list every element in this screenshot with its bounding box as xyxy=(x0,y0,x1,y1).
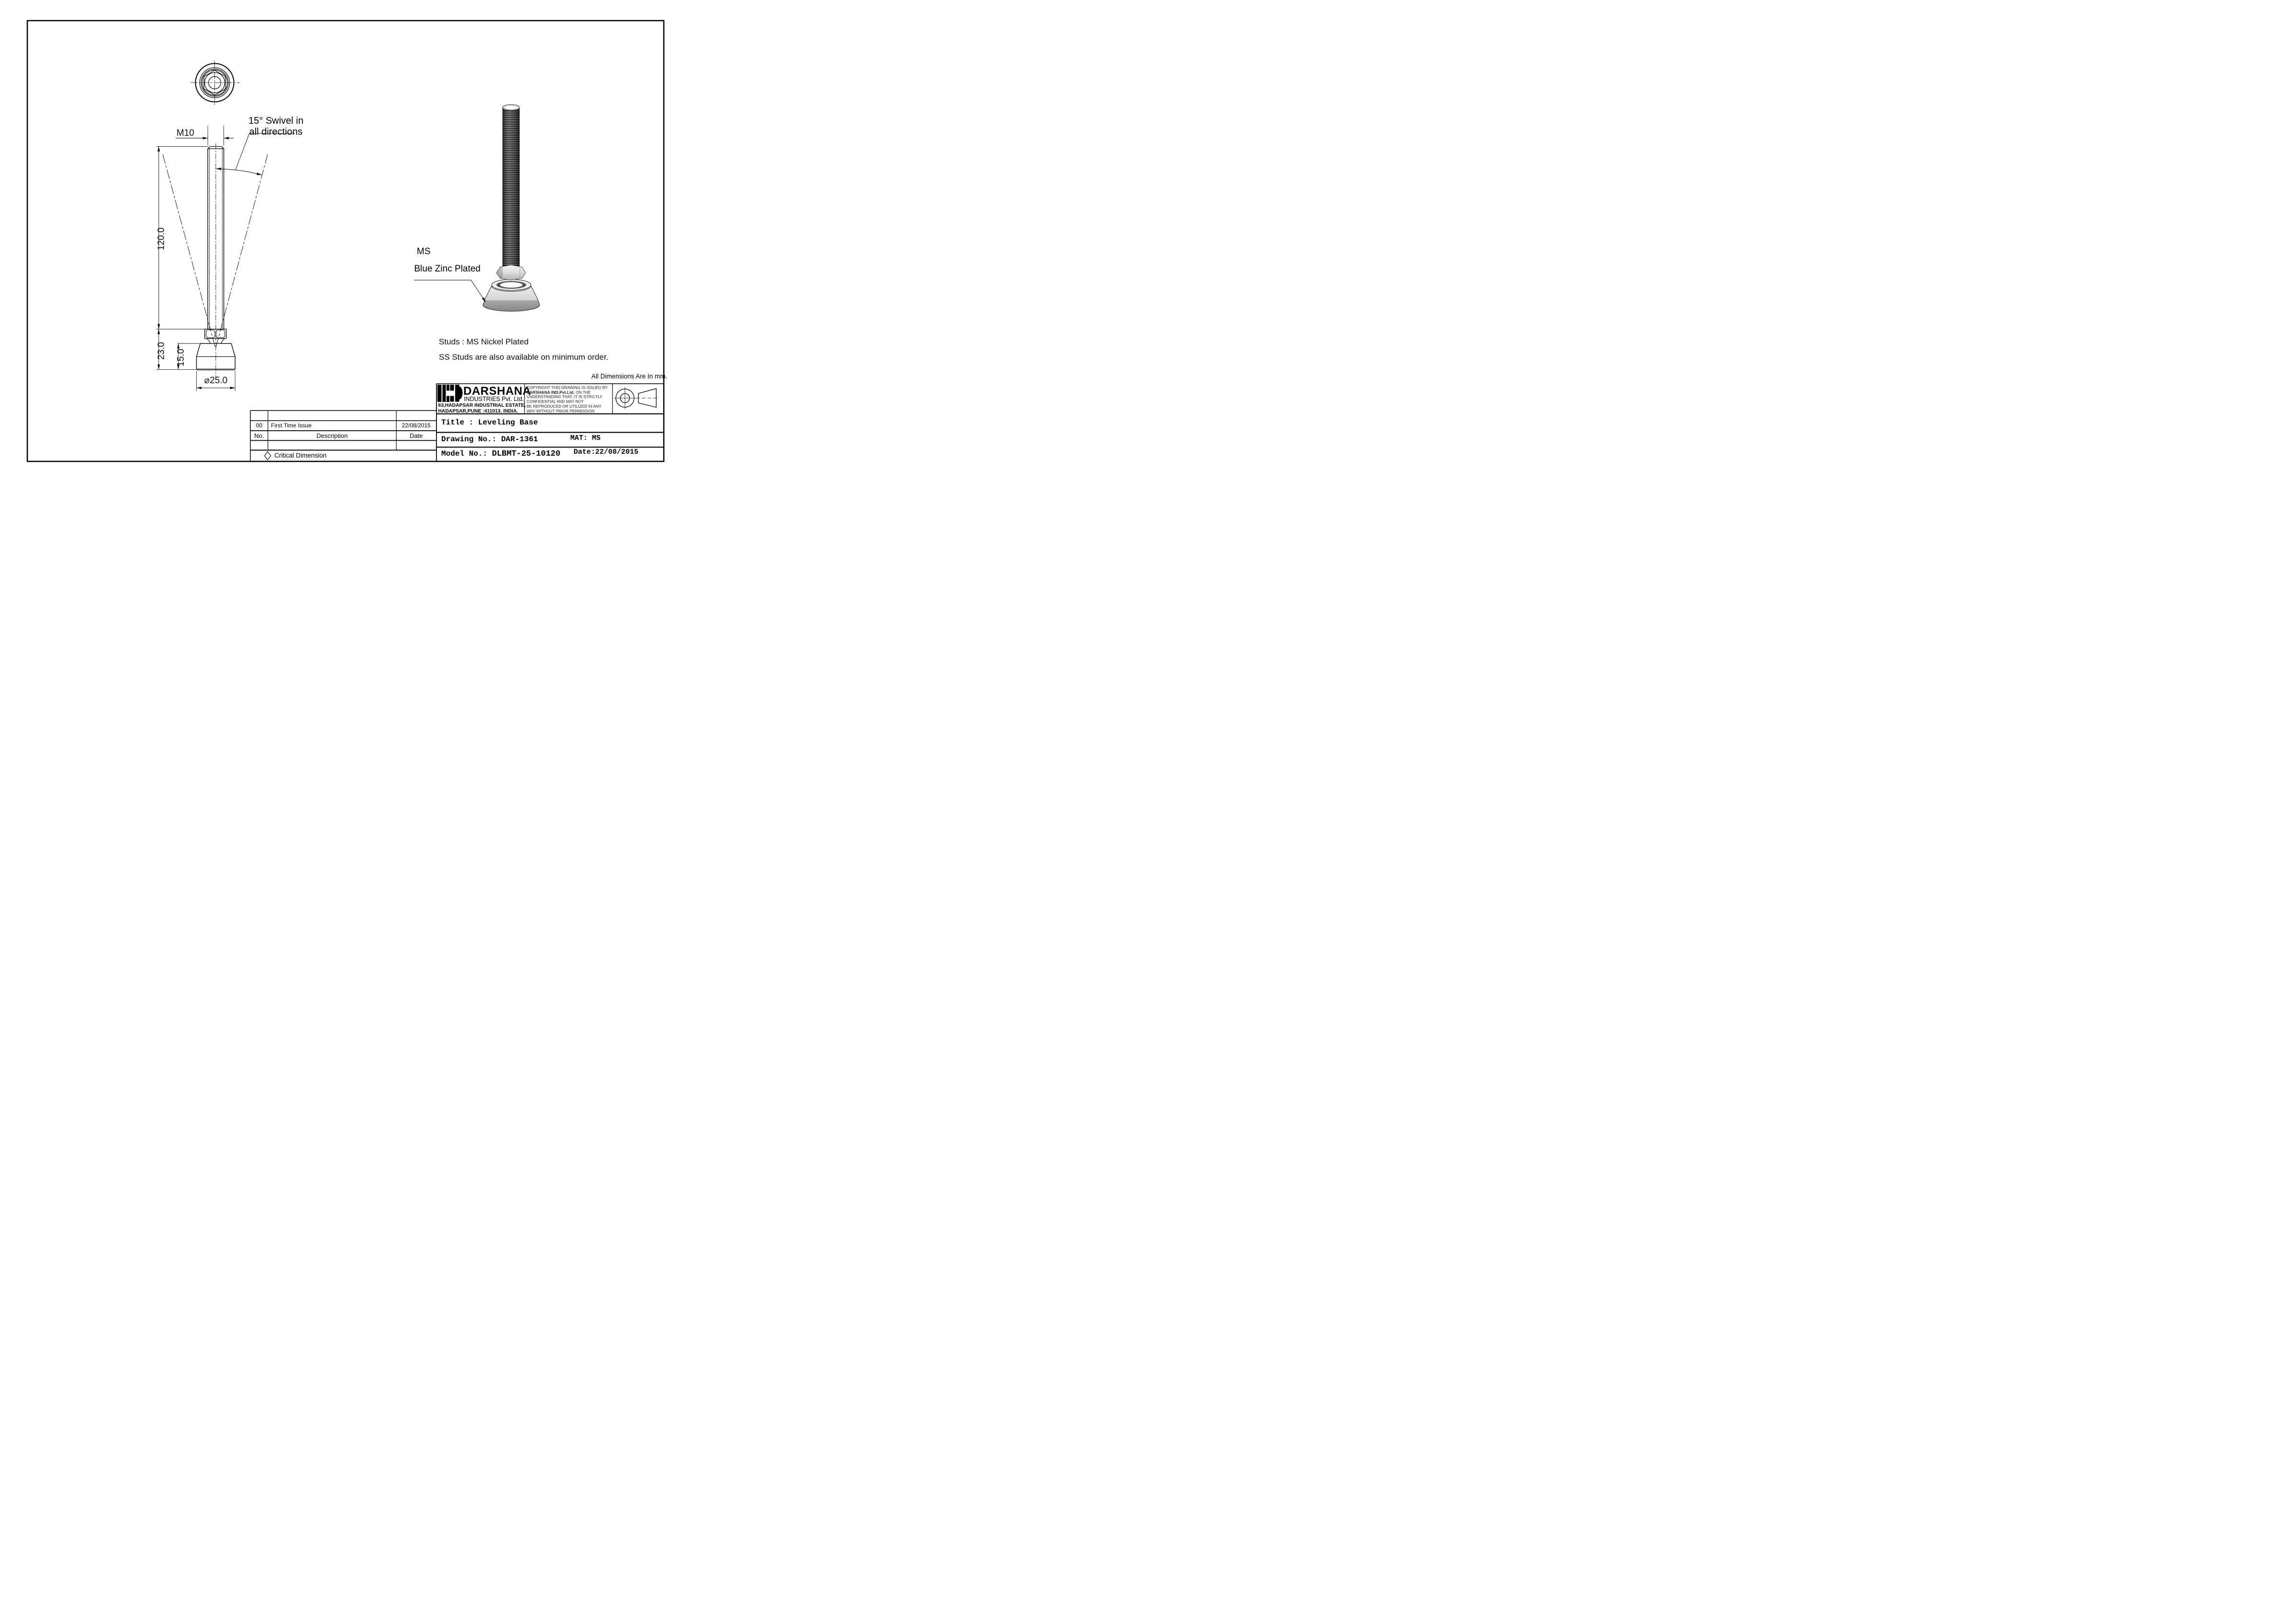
rev-row-date: 22/08/2015 xyxy=(401,422,431,429)
dim-label-dia25: ⌀25.0 xyxy=(204,376,228,386)
date-field: Date:22/08/2015 xyxy=(574,448,639,456)
rev-header-date: Date xyxy=(410,432,423,439)
dim-label-120: 120.0 xyxy=(156,227,166,250)
company-logo xyxy=(437,385,462,402)
company-type: INDUSTRIES Pvt. Ltd. xyxy=(464,396,524,402)
rev-header-description: Description xyxy=(316,432,348,439)
copyright-line3: UNDERSTANDING THAT, IT IS STRICTLY xyxy=(527,394,602,400)
third-angle-projection-icon xyxy=(614,387,658,409)
drawing-sheet xyxy=(0,0,691,482)
copyright-line5: BE REPRODUCED OR UTILIZED IN ANY xyxy=(527,403,601,409)
title-block-title: Title : Leveling Base xyxy=(441,418,538,427)
company-address1: 63,HADAPSAR INDUSTRIAL ESTATE, xyxy=(438,403,526,408)
copyright-text xyxy=(527,386,611,413)
material-label-line2: Blue Zinc Plated xyxy=(414,264,481,274)
critical-dimension-label: Critical Dimension xyxy=(274,452,327,459)
company-address2: HADAPSAR,PUNE :411013. INDIA. xyxy=(438,408,518,414)
critical-dimension-icon xyxy=(265,452,271,460)
note-units: All Dimensions Are In mm. xyxy=(591,373,668,380)
dim-label-m10: M10 xyxy=(177,128,194,138)
swivel-note-line2: all directions xyxy=(249,127,303,137)
dim-label-15: 15.0 xyxy=(176,349,186,366)
note-ss-studs: SS Studs are also available on minimum order. xyxy=(439,353,609,362)
copyright-line1: COPYRIGHT THIS DRAWING IS ISSUED BY xyxy=(527,385,608,390)
model-no: Model No.: DLBMT-25-10120 xyxy=(441,449,561,459)
copyright-line2: DARSHANA IND.Pvt.Ltd. ON THE xyxy=(527,389,591,395)
rev-row-no: 00 xyxy=(256,422,262,429)
drawing-no: Drawing No.: DAR-1361 xyxy=(441,435,538,444)
copyright-line4: CONFIDENTIAL AND MAY NOT xyxy=(527,399,584,404)
swivel-envelope-right xyxy=(215,154,268,349)
material-label-line1: MS xyxy=(417,247,431,257)
copyright-bold: DARSHANA IND.Pvt.Ltd. xyxy=(527,389,575,395)
swivel-arc xyxy=(216,133,294,175)
swivel-note-line1: 15° Swivel in xyxy=(248,116,304,126)
swivel-leader xyxy=(235,133,249,170)
company-name: DARSHANA xyxy=(463,385,531,398)
material-leader xyxy=(414,280,486,303)
material-field: MAT: MS xyxy=(570,434,601,442)
iso-view xyxy=(414,105,543,313)
front-nut xyxy=(205,329,226,339)
rev-header-no: No. xyxy=(254,432,264,439)
top-view xyxy=(191,60,240,105)
note-studs: Studs : MS Nickel Plated xyxy=(439,337,529,346)
iso-nut xyxy=(496,265,526,281)
rev-row-description: First Time Issue xyxy=(271,422,312,429)
dim-label-23: 23.0 xyxy=(156,342,166,360)
copyright-line6: WAY WITHOUT PRIOR PERMISSION xyxy=(527,408,595,413)
